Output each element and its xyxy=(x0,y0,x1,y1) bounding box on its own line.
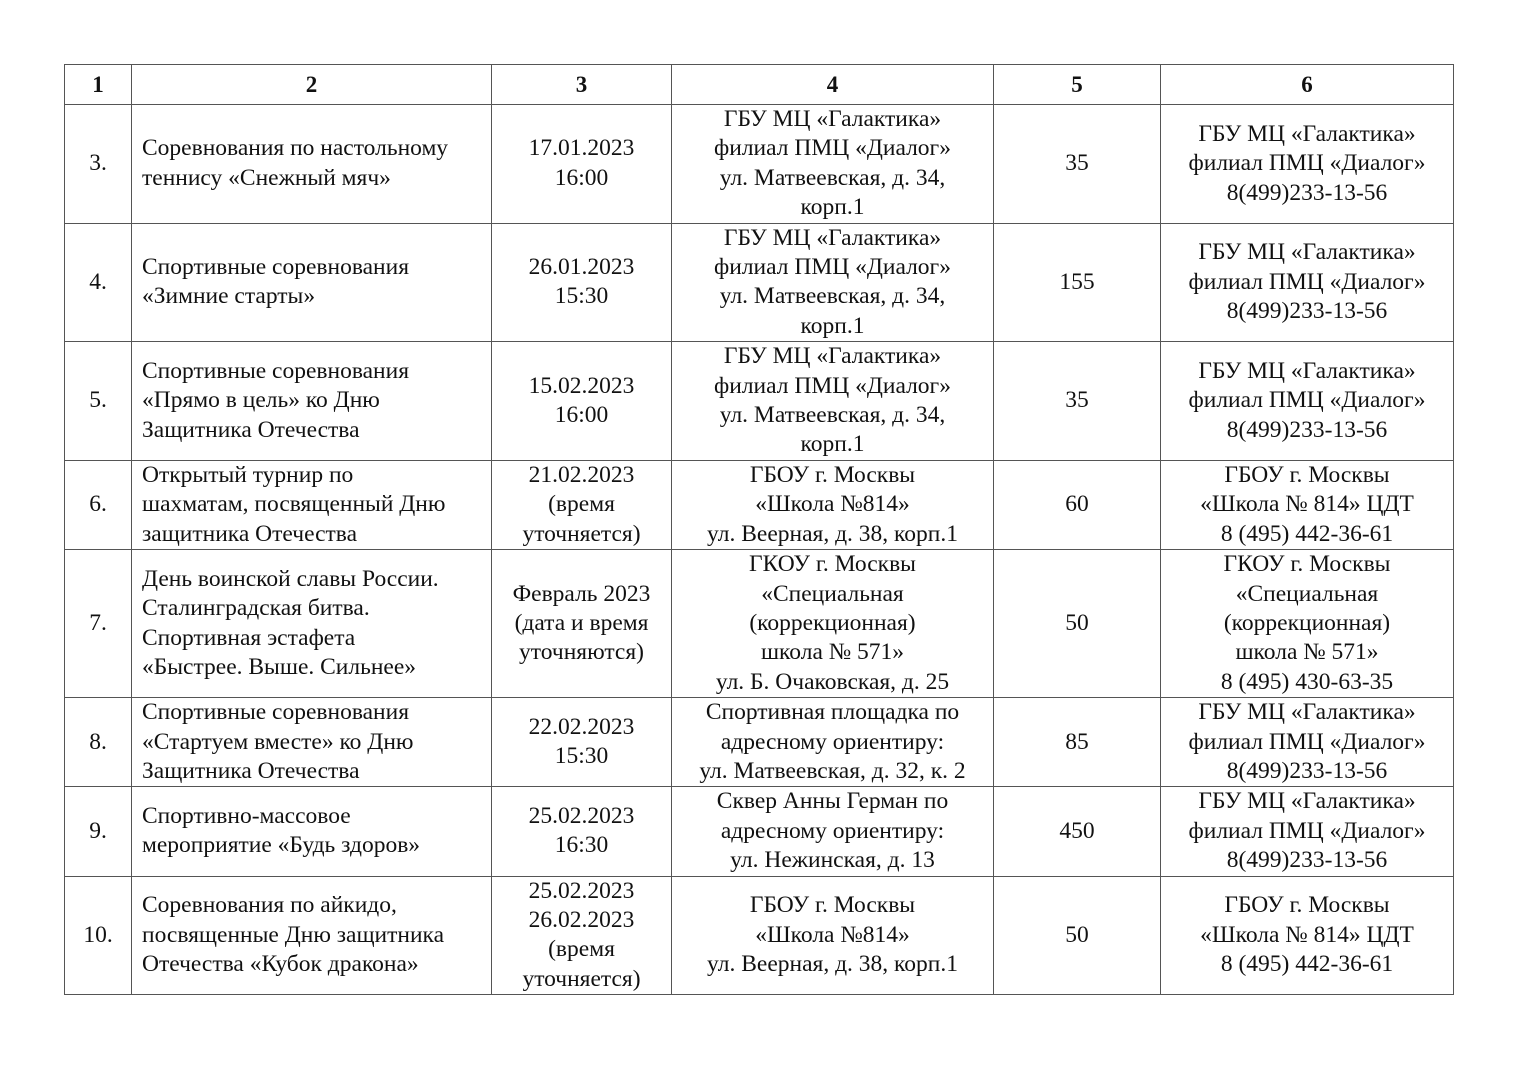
organizer-line: 8(499)233-13-56 xyxy=(1226,298,1388,325)
event-name-line: Спортивные соревнования xyxy=(142,254,410,281)
event-date-line: 15.02.2023 xyxy=(528,372,635,399)
event-name-cell xyxy=(132,105,492,224)
organizer-line: (коррекционная) xyxy=(1223,609,1391,636)
event-place-line: ул. Матвеевская, д. 34, xyxy=(719,402,946,429)
event-place-line: адресному ориентиру: xyxy=(720,817,945,844)
event-date-line: 25.02.2023 xyxy=(528,877,635,904)
event-place-line: ГБОУ г. Москвы xyxy=(749,892,916,919)
participant-count-cell: 35 xyxy=(994,105,1161,224)
event-name-cell xyxy=(132,550,492,698)
event-date-line: Февраль 2023 xyxy=(512,580,651,607)
organizer-cell xyxy=(1161,460,1454,549)
organizer-line: филиал ПМЦ «Диалог» xyxy=(1188,728,1426,755)
event-name-line: Защитника Отечества xyxy=(142,757,360,784)
event-date-line: 26.01.2023 xyxy=(528,254,635,281)
organizer-line: 8 (495) 430-63-35 xyxy=(1220,668,1394,695)
events-body xyxy=(65,105,1454,995)
table-row xyxy=(65,105,1454,224)
event-date-line: (дата и время xyxy=(514,609,649,636)
header-col-1: 1 xyxy=(65,65,132,105)
event-name-line: Соревнования по айкидо, xyxy=(142,892,397,919)
event-place-line: ГБУ МЦ «Галактика» xyxy=(723,343,942,370)
organizer-line: «Школа № 814» ЦДТ xyxy=(1200,491,1414,518)
event-place-cell xyxy=(672,876,994,995)
header-col-4: 4 xyxy=(672,65,994,105)
event-date-line: 21.02.2023 xyxy=(528,461,635,488)
event-name-cell xyxy=(132,876,492,995)
event-place-line: адресному ориентиру: xyxy=(720,728,945,755)
event-name-line: Сталинградская битва. xyxy=(142,595,370,622)
event-date-line: 26.02.2023 xyxy=(528,906,635,933)
event-place-line: ул. Б. Очаковская, д. 25 xyxy=(715,668,950,695)
event-name-line: теннису «Снежный мяч» xyxy=(142,164,391,191)
event-place-cell xyxy=(672,342,994,461)
table-row xyxy=(65,550,1454,698)
organizer-line: ГБУ МЦ «Галактика» xyxy=(1198,699,1416,726)
event-date-line: уточняются) xyxy=(519,639,644,666)
event-name-line: «Стартуем вместе» ко Дню xyxy=(142,728,414,755)
event-place-line: Сквер Анны Герман по xyxy=(716,788,949,815)
event-place-line: филиал ПМЦ «Диалог» xyxy=(714,135,951,162)
organizer-line: ГБУ МЦ «Галактика» xyxy=(1198,357,1416,384)
event-place-line: корп.1 xyxy=(800,194,865,221)
event-name-line: защитника Отечества xyxy=(142,520,358,547)
organizer-line: ГБОУ г. Москвы xyxy=(1224,461,1390,488)
event-place-line: ул. Матвеевская, д. 34, xyxy=(719,164,946,191)
organizer-line: филиал ПМЦ «Диалог» xyxy=(1188,387,1426,414)
event-place-line: ГБУ МЦ «Галактика» xyxy=(723,224,942,251)
participant-count-cell: 35 xyxy=(994,342,1161,461)
participant-count-cell: 155 xyxy=(994,223,1161,342)
event-place-cell xyxy=(672,460,994,549)
participant-count-cell: 450 xyxy=(994,787,1161,876)
event-date-line: 15:30 xyxy=(554,743,609,770)
organizer-line: «Специальная xyxy=(1235,580,1379,607)
event-name-line: День воинской славы России. xyxy=(142,565,439,592)
event-name-cell xyxy=(132,698,492,787)
organizer-line: ГБОУ г. Москвы xyxy=(1224,892,1390,919)
organizer-line: филиал ПМЦ «Диалог» xyxy=(1188,150,1426,177)
row-number-cell: 5. xyxy=(65,342,132,461)
event-date-line: 15:30 xyxy=(554,283,609,310)
event-place-cell xyxy=(672,223,994,342)
table-row xyxy=(65,342,1454,461)
event-date-cell xyxy=(492,105,672,224)
row-number-cell: 10. xyxy=(65,876,132,995)
event-name-line: Спортивная эстафета xyxy=(142,624,356,651)
event-date-line: 16:30 xyxy=(554,832,609,859)
participant-count-cell: 50 xyxy=(994,550,1161,698)
organizer-line: филиал ПМЦ «Диалог» xyxy=(1188,817,1426,844)
event-place-line: филиал ПМЦ «Диалог» xyxy=(714,372,951,399)
event-place-line: корп.1 xyxy=(800,312,865,339)
organizer-line: 8(499)233-13-56 xyxy=(1226,416,1388,443)
event-name-cell xyxy=(132,787,492,876)
event-date-cell xyxy=(492,342,672,461)
organizer-line: ГБУ МЦ «Галактика» xyxy=(1198,788,1416,815)
table-row xyxy=(65,223,1454,342)
event-place-line: (коррекционная) xyxy=(749,609,916,636)
event-date-cell xyxy=(492,460,672,549)
event-date-cell xyxy=(492,550,672,698)
participant-count-cell: 60 xyxy=(994,460,1161,549)
organizer-cell xyxy=(1161,876,1454,995)
event-name-line: шахматам, посвященный Дню xyxy=(142,491,446,518)
document-page xyxy=(64,64,1453,995)
table-row xyxy=(65,460,1454,549)
event-place-line: ГКОУ г. Москвы xyxy=(749,551,916,578)
organizer-line: ГБУ МЦ «Галактика» xyxy=(1198,239,1416,266)
event-name-line: «Зимние старты» xyxy=(142,283,316,310)
organizer-line: ГБУ МЦ «Галактика» xyxy=(1198,120,1416,147)
event-place-line: ГБОУ г. Москвы xyxy=(749,461,916,488)
event-name-line: Соревнования по настольному xyxy=(142,135,449,162)
event-place-line: ул. Матвеевская, д. 34, xyxy=(719,283,946,310)
event-name-line: Спортивно-массовое xyxy=(142,803,351,830)
event-date-line: 22.02.2023 xyxy=(528,713,635,740)
organizer-line: «Школа № 814» ЦДТ xyxy=(1200,921,1414,948)
event-date-line: уточняется) xyxy=(522,965,641,992)
event-place-line: Спортивная площадка по xyxy=(705,699,960,726)
event-place-line: ул. Веерная, д. 38, корп.1 xyxy=(707,951,958,978)
organizer-cell xyxy=(1161,550,1454,698)
event-date-line: (время xyxy=(548,936,615,963)
event-place-cell xyxy=(672,550,994,698)
event-date-line: (время xyxy=(548,491,615,518)
event-name-line: посвященные Дню защитника xyxy=(142,921,445,948)
participant-count-cell: 85 xyxy=(994,698,1161,787)
event-place-line: школа № 571» xyxy=(760,639,905,666)
participant-count-cell: 50 xyxy=(994,876,1161,995)
header-col-2: 2 xyxy=(132,65,492,105)
events-table xyxy=(64,64,1454,995)
organizer-line: филиал ПМЦ «Диалог» xyxy=(1188,268,1426,295)
table-row xyxy=(65,876,1454,995)
event-date-cell xyxy=(492,223,672,342)
event-date-cell xyxy=(492,698,672,787)
event-name-line: Спортивные соревнования xyxy=(142,699,410,726)
event-place-line: «Школа №814» xyxy=(755,491,910,518)
event-name-line: Спортивные соревнования xyxy=(142,357,410,384)
event-place-line: ул. Веерная, д. 38, корп.1 xyxy=(707,520,958,547)
event-date-line: уточняется) xyxy=(522,520,641,547)
event-place-line: филиал ПМЦ «Диалог» xyxy=(714,254,951,281)
organizer-line: 8 (495) 442-36-61 xyxy=(1220,951,1394,978)
table-row xyxy=(65,698,1454,787)
header-col-5: 5 xyxy=(994,65,1161,105)
event-date-line: 25.02.2023 xyxy=(528,803,635,830)
organizer-cell xyxy=(1161,787,1454,876)
event-name-cell xyxy=(132,342,492,461)
event-name-line: мероприятие «Будь здоров» xyxy=(142,832,421,859)
table-row xyxy=(65,787,1454,876)
event-place-line: корп.1 xyxy=(800,431,865,458)
event-name-cell xyxy=(132,460,492,549)
event-place-cell xyxy=(672,105,994,224)
event-name-cell xyxy=(132,223,492,342)
organizer-line: 8(499)233-13-56 xyxy=(1226,757,1388,784)
event-date-line: 16:00 xyxy=(554,402,609,429)
row-number-cell: 6. xyxy=(65,460,132,549)
event-name-line: «Быстрее. Выше. Сильнее» xyxy=(142,654,417,681)
row-number-cell: 9. xyxy=(65,787,132,876)
header-row xyxy=(65,65,1454,105)
event-place-line: «Школа №814» xyxy=(755,921,910,948)
event-place-cell xyxy=(672,787,994,876)
event-place-cell xyxy=(672,698,994,787)
event-place-line: ул. Матвеевская, д. 32, к. 2 xyxy=(699,757,966,784)
row-number-cell: 3. xyxy=(65,105,132,224)
organizer-line: 8 (495) 442-36-61 xyxy=(1220,520,1394,547)
event-date-cell xyxy=(492,787,672,876)
organizer-cell xyxy=(1161,223,1454,342)
event-place-line: ГБУ МЦ «Галактика» xyxy=(723,106,942,132)
event-date-line: 16:00 xyxy=(554,164,609,191)
organizer-cell xyxy=(1161,105,1454,224)
organizer-line: 8(499)233-13-56 xyxy=(1226,179,1388,206)
organizer-line: ГКОУ г. Москвы xyxy=(1223,551,1391,578)
event-place-line: ул. Нежинская, д. 13 xyxy=(730,847,935,874)
event-name-line: Открытый турнир по xyxy=(142,461,354,488)
row-number-cell: 4. xyxy=(65,223,132,342)
organizer-cell xyxy=(1161,698,1454,787)
event-name-line: «Прямо в цель» ко Дню xyxy=(142,387,380,414)
event-name-line: Защитника Отечества xyxy=(142,416,360,443)
row-number-cell: 7. xyxy=(65,550,132,698)
organizer-line: школа № 571» xyxy=(1235,639,1379,666)
organizer-line: 8(499)233-13-56 xyxy=(1226,847,1388,874)
event-place-line: «Специальная xyxy=(761,580,904,607)
header-col-3: 3 xyxy=(492,65,672,105)
event-date-line: 17.01.2023 xyxy=(528,135,635,162)
row-number-cell: 8. xyxy=(65,698,132,787)
header-col-6: 6 xyxy=(1161,65,1454,105)
event-name-line: Отечества «Кубок дракона» xyxy=(142,951,419,978)
organizer-cell xyxy=(1161,342,1454,461)
event-date-cell xyxy=(492,876,672,995)
